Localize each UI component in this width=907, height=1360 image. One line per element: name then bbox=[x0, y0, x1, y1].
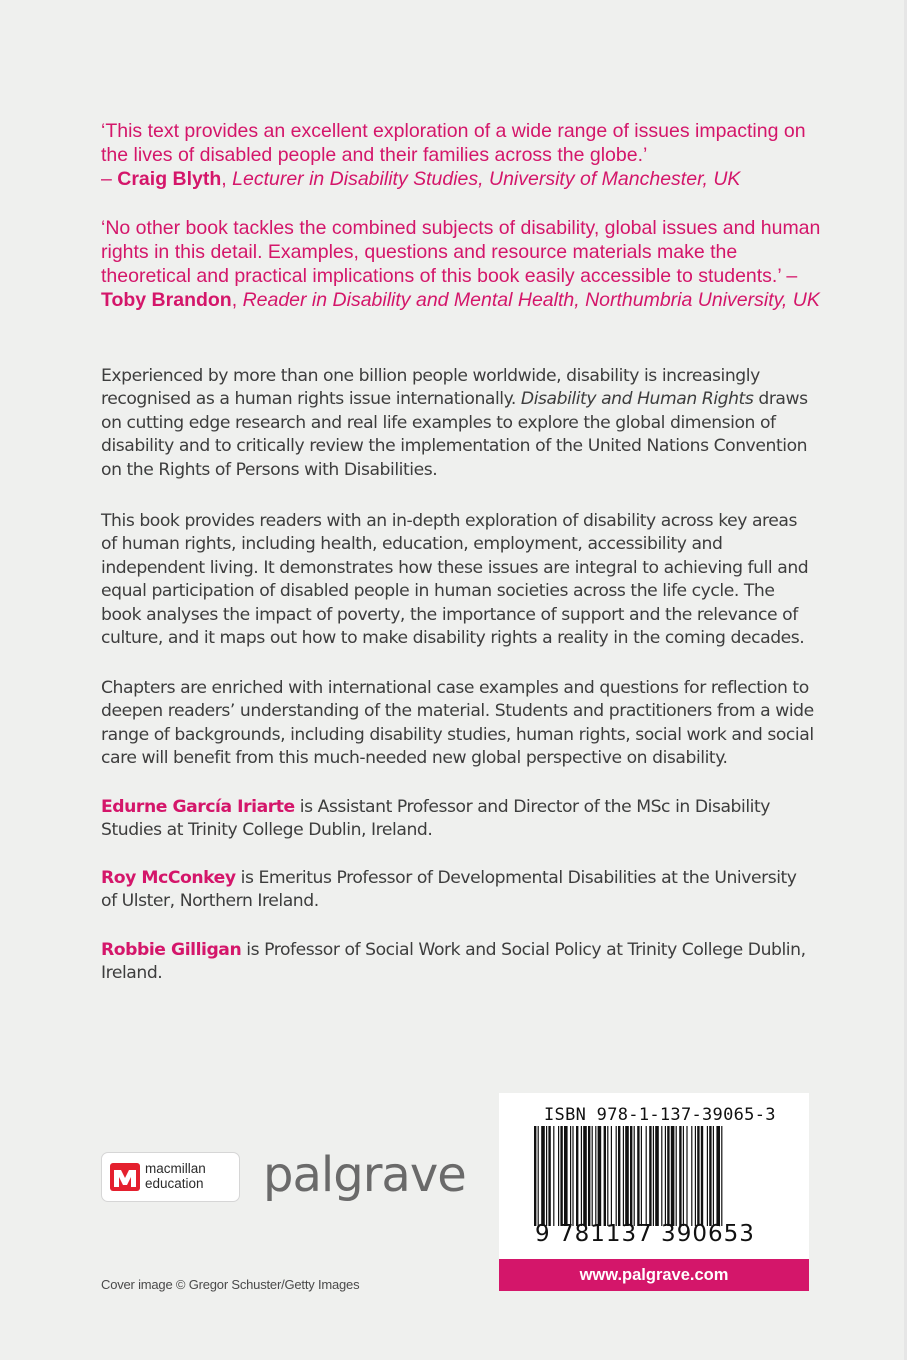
blurb-text: Experienced by more than one billion people worldwide, disability is increasingly recognised as a human rights issue internationally. bbox=[101, 366, 760, 410]
author-bio-text: is Assistant Professor and Director of the MSc in Disability Studies at Trinity College Dublin, Ireland. bbox=[101, 797, 771, 841]
author-bio-text: is Emeritus Professor of Developmental Disabilities at the University of Ulster, Northern Ireland. bbox=[101, 868, 797, 912]
cover-image-credit: Cover image © Gregor Schuster/Getty Images bbox=[101, 1277, 360, 1292]
review-quote-brandon bbox=[101, 216, 821, 312]
education-label: education bbox=[145, 1176, 204, 1191]
review-quote-blyth bbox=[101, 119, 821, 191]
macmillan-label: macmillan bbox=[145, 1161, 206, 1176]
quote-author: Toby Brandon bbox=[101, 289, 232, 311]
macmillan-education-logo bbox=[101, 1152, 240, 1202]
barcode-icon bbox=[534, 1126, 784, 1226]
blurb-paragraph-3: Chapters are enriched with international case examples and questions for reflection to deepen readers’ understanding of the material. Students and practitioners from a wide range of backgrounds, including disability studies, human rights, social work and social care will benefit from this much-needed new global perspective on disability. bbox=[101, 678, 814, 769]
author-bio-text: is Professor of Social Work and Social Policy at Trinity College Dublin, Ireland. bbox=[101, 940, 806, 984]
author-name: Roy McConkey bbox=[101, 868, 236, 888]
barcode-block bbox=[499, 1093, 809, 1291]
quote-dash: – bbox=[101, 168, 118, 190]
author-bio bbox=[101, 867, 815, 914]
quote-role: Lecturer in Disability Studies, University of Manchester, UK bbox=[232, 168, 741, 190]
quote-text: ‘This text provides an excellent exploration of a wide range of issues impacting on the lives of disabled people and their families across the globe.’ bbox=[101, 120, 806, 166]
author-name: Robbie Gilligan bbox=[101, 940, 242, 960]
quote-separator: , bbox=[221, 168, 233, 190]
book-title: Disability and Human Rights bbox=[520, 389, 754, 410]
blurb-paragraph-1 bbox=[101, 365, 815, 482]
author-bio bbox=[101, 796, 815, 843]
quote-role: Reader in Disability and Mental Health, Northumbria University, UK bbox=[242, 289, 820, 311]
blurb-paragraph-2: This book provides readers with an in-depth exploration of disability across key areas of human rights, including health, education, employment, accessibility and independent living. It demonstrates how these issues are integral to achieving full and equal participation of disabled people in human societies across the life cycle. The book analyses the impact of poverty, the importance of support and the relevance of culture, and it maps out how to make disability rights a reality in the coming decades. bbox=[101, 511, 809, 649]
macmillan-m-icon bbox=[110, 1161, 140, 1193]
palgrave-logo: palgrave bbox=[263, 1147, 466, 1203]
quote-dash: – bbox=[780, 265, 798, 287]
author-bio bbox=[101, 939, 815, 986]
isbn-label: ISBN 978-1-137-39065-3 bbox=[544, 1105, 776, 1125]
publisher-url[interactable]: www.palgrave.com bbox=[499, 1259, 809, 1291]
quote-separator: , bbox=[231, 289, 243, 311]
barcode-digits: 9 781137 390653 bbox=[535, 1221, 755, 1247]
author-name: Edurne García Iriarte bbox=[101, 797, 295, 817]
quote-text: ‘No other book tackles the combined subjects of disability, global issues and human rights in this detail. Examples, questions and resource materials make the theoretical and practical implications of this book easily accessible to students.’ bbox=[101, 217, 821, 287]
quote-author: Craig Blyth bbox=[117, 168, 222, 190]
macmillan-wordmark bbox=[145, 1161, 206, 1191]
blurb-text: draws on cutting edge research and real life examples to explore the global dimension of disability and to critically review the implementation of the United Nations Convention on the Rights of Persons with Disabilities. bbox=[101, 389, 808, 480]
